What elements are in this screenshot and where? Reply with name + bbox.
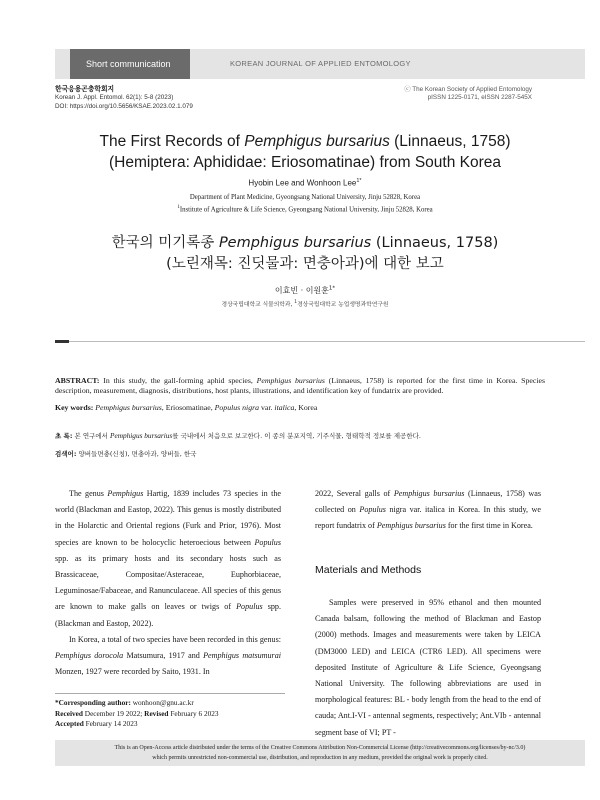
footnote: *Corresponding author: wonhoon@gnu.ac.kr Received December 19 2022; Revised February 6 2023 Accepted February 14 2023 [55, 698, 219, 728]
authors-en: Hyobin Lee and Wonhoon Lee$^{1*}$ [248, 178, 362, 188]
title-en: The First Records of Pemphigus bursarius (Linnaeus, 1758) (Hemiptera: Aphididae: Eriosomatinae) from South Korea [99, 133, 511, 171]
paragraph: The genus Pemphigus Hartig, 1839 includes 73 species in the world (Blackman and Eastop, 2022). This genus is mostly distributed in the Holarctic and Oriental regions (Furk and Prior, 1976). Most species are known to be holocyclic heteroecious between Populus spp. as its primary hosts and its secondary hosts such as Brassicaceae, Compositae/Asteraceae, Euphorbiaceae, Leguminosae/Fabaceae, and Ranunculaceae. All species of this genus are known to make galls on leaves or twigs of Populus spp. (Blackman and Eastop, 2022). [55, 489, 281, 628]
citation-block [55, 86, 193, 111]
body-column-right-methods [315, 595, 541, 741]
copyright: ⓒ The Korean Society of Applied Entomology [404, 86, 532, 93]
paragraph: 2022, Several galls of Pemphigus bursarius (Linnaeus, 1758) was collected on Populus nigra var. italica in Korea. In this study, we report fundatrix of Pemphigus bursarius for the first time in Korea. [315, 489, 542, 531]
doi-link[interactable]: DOI: https://doi.org/10.5656/KSAE.2023.02.1.079 [55, 102, 193, 110]
title-kr: 한국의 미기록종 Pemphigus bursarius (Linnaeus, 1758) (노린재목: 진딧물과: 면충아과)에 대한 보고 [111, 235, 499, 272]
keywords-kr: 검색어: 양버들면충(신칭), 면충아과, 양버들, 한국 [55, 450, 197, 458]
section-heading: Materials and Methods [315, 564, 422, 576]
license-box: This is an Open-Access article distributed under the terms of the Creative Commons Attribution Non-Commercial License (http://creativecommons.org/licenses/by-nc/3.0) which permits unrestricted non-commercial use, distribution, and reproduction in any medium, provided the original work is properly cited. [55, 740, 585, 766]
paragraph: Samples were preserved in 95% ethanol and then mounted Canada balsam, following the method of Blackman and Eastop (2000) methods. Images and measurements were taken by LEICA (DM3000 LED) and LEICA (CTR6 LED). All specimens were deposited Institute of Agriculture & Life Science, Gyeongsang National University. The following abbreviations are used in morphological features: BL - body length from the head to the end of cauda; Ant.I-VI - antennal segments, respectively; Ant.VIb - antennal segment base of VI; PT - [315, 598, 541, 737]
body-column-left [55, 486, 281, 680]
footnote-divider [55, 693, 285, 694]
species-name: Pemphigus bursarius [244, 133, 390, 150]
abstract: ABSTRACT: In this study, the gall-forming aphid species, Pemphigus bursarius (Linnaeus, 1758) is reported for the first time in Korea. Species description, measurement, diagnosis, distributions, host plants, illustrations, and identification key of fundatrix are provided. [55, 376, 545, 396]
section-tab: Short communication [70, 49, 190, 79]
copyright-block [404, 86, 532, 103]
divider-accent [55, 340, 69, 343]
journal-title-kr: 한국응용곤충학회지 [55, 86, 115, 93]
corresponding-email[interactable]: wonhoon@gnu.ac.kr [130, 698, 194, 707]
authors-kr: 이효빈 · 이원훈$^{1*}$ [274, 285, 336, 295]
journal-name: KOREAN JOURNAL OF APPLIED ENTOMOLOGY [230, 59, 411, 68]
abstract-kr: 초 록: 본 연구에서 Pemphigus bursarius를 국내에서 처음으로 보고한다. 이 종의 분포지역, 기주식물, 형태학적 정보를 제공한다. [55, 431, 421, 440]
citation: Korean J. Appl. Entomol. 62(1): 5-8 (2023) [55, 94, 174, 102]
body-column-right [315, 486, 541, 535]
issn: pISSN 1225-0171, eISSN 2287-545X [427, 94, 532, 102]
keywords: Key words: Pemphigus bursarius, Eriosomatinae, Populus nigra var. italica, Korea [55, 403, 318, 412]
paragraph: In Korea, a total of two species have been recorded in this genus: Pemphigus dorocola Matsumura, 1917 and Pemphigus matsumurai Monzen, 1927 were recorded by Saito, 1931. In [55, 634, 282, 677]
divider [55, 341, 585, 342]
affiliations-en: Department of Plant Medicine, Gyeongsang National University, Jinju 52828, Korea $^1$Institute of Agriculture & Life Science, Gyeongsang National University, Jinju 52828, Korea [177, 194, 433, 213]
affiliations-kr: 경상국립대학교 식물의학과, $^1$경상국립대학교 농업생명과학연구원 [221, 300, 389, 308]
